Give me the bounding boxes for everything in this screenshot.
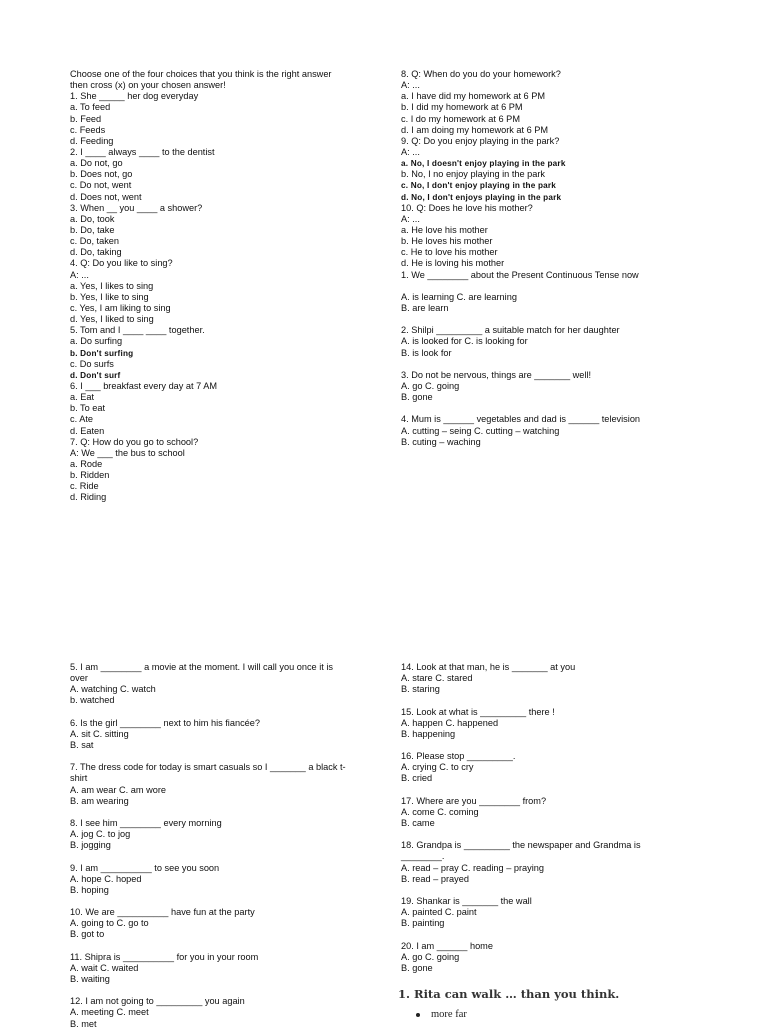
text-line: B. am wearing (70, 795, 129, 806)
text-line: d. Eaten (70, 425, 105, 436)
text-line: a. Yes, I likes to sing (70, 280, 154, 291)
line-spacer (401, 829, 701, 840)
text-line: A. sit C. sitting (70, 728, 129, 739)
line-spacer (401, 314, 701, 325)
text-line: a. He love his mother (401, 224, 488, 235)
text-line: c. He to love his mother (401, 247, 498, 258)
text-line: B. are learn (401, 302, 449, 313)
text-line: 7. The dress code for today is smart casuals so I _______ a black t- (70, 762, 346, 773)
text-line: B. waiting (70, 973, 110, 984)
text-line: d. Does not, went (70, 191, 142, 202)
text-line: d. Feeding (70, 135, 114, 146)
text-line: A. is learning C. are learning (401, 291, 517, 302)
text-line: 3. When __ you ____ a shower? (70, 202, 203, 213)
text-line: A: ... (70, 269, 89, 280)
text-line: B. gone (401, 962, 433, 973)
text-line: a. Do not, go (70, 158, 123, 169)
text-line: a. No, I doesn't enjoy playing in the park (401, 159, 566, 169)
line-spacer (401, 359, 701, 370)
line-spacer (401, 740, 701, 751)
text-line: 6. I ___ breakfast every day at 7 AM (70, 380, 218, 391)
text-line: B. met (70, 1018, 97, 1029)
text-line: 6. Is the girl ________ next to him his fiancée? (70, 717, 260, 728)
text-line: b. Yes, I like to sing (70, 291, 149, 302)
text-line: a. To feed (70, 102, 111, 113)
text-line: A. cutting – seing C. cutting – watching (401, 425, 560, 436)
text-line: A. jog C. to jog (70, 829, 131, 840)
rita-option-item (416, 1009, 467, 1020)
text-line: B. happening (401, 728, 456, 739)
text-line: 16. Please stop _________. (401, 751, 516, 762)
line-spacer (70, 751, 370, 762)
text-line: a. Rode (70, 458, 103, 469)
text-line: B. staring (401, 684, 440, 695)
text-line: B. painting (401, 918, 445, 929)
text-line: B. read – prayed (401, 873, 469, 884)
text-line: a. Eat (70, 392, 95, 403)
text-line: d. He is loving his mother (401, 258, 505, 269)
text-line: A. watching C. watch (70, 684, 156, 695)
line-spacer (401, 785, 701, 796)
text-line: 12. I am not going to _________ you again (70, 996, 245, 1007)
text-line: 7. Q: How do you go to school? (70, 436, 199, 447)
column-left-bottom (70, 662, 370, 1030)
text-line: B. jogging (70, 840, 111, 851)
line-spacer (401, 695, 701, 706)
text-line: a. Do surfing (70, 336, 123, 347)
text-line: A. going to C. go to (70, 918, 149, 929)
text-line: 9. Q: Do you enjoy playing in the park? (401, 135, 560, 146)
text-line: B. cried (401, 773, 433, 784)
bullet-icon (416, 1013, 420, 1017)
text-line: B. sat (70, 739, 94, 750)
text-line: 1. We ________ about the Present Continuous Tense now (401, 269, 639, 280)
text-line: A. am wear C. am wore (70, 784, 166, 795)
text-line: d. Yes, I liked to sing (70, 314, 154, 325)
text-line: over (70, 673, 88, 684)
text-line: B. got to (70, 929, 105, 940)
text-line: 5. Tom and I ____ ____ together. (70, 325, 205, 336)
column-right-top (401, 69, 701, 448)
text-line: b. Do, take (70, 224, 115, 235)
text-line: d. Do, taking (70, 247, 122, 258)
text-line: A: ... (401, 80, 420, 91)
text-line: 20. I am ______ home (401, 940, 493, 951)
text-line: 8. Q: When do you do your homework? (401, 69, 561, 79)
text-line: 1. She _____ her dog everyday (70, 91, 199, 102)
text-line: b. I did my homework at 6 PM (401, 102, 523, 113)
text-line: b. No, I no enjoy playing in the park (401, 169, 546, 180)
text-line: 8. I see him ________ every morning (70, 817, 222, 828)
text-line: A. go C. going (401, 380, 460, 391)
line-spacer (401, 929, 701, 940)
text-line: b. Does not, go (70, 169, 133, 180)
text-line: 2. I ____ always ____ to the dentist (70, 146, 215, 157)
line-spacer (401, 403, 701, 414)
text-line: b. To eat (70, 403, 106, 414)
text-line: b. Ridden (70, 470, 110, 481)
text-line: c. Ride (70, 481, 99, 492)
line-spacer (401, 885, 701, 896)
text-line: B. hoping (70, 884, 109, 895)
text-line: a. I have did my homework at 6 PM (401, 91, 545, 102)
text-line: 5. I am ________ a movie at the moment. I will call you once it is (70, 662, 333, 672)
text-line: A. meeting C. meet (70, 1007, 149, 1018)
text-line: b. Feed (70, 113, 102, 124)
text-line: 2. Shilpi _________ a suitable match for her daughter (401, 325, 620, 336)
text-line: c. Feeds (70, 124, 106, 135)
text-line: B. is look for (401, 347, 452, 358)
text-line: A: ... (401, 213, 420, 224)
line-spacer (401, 281, 701, 292)
text-line: d. Riding (70, 492, 107, 503)
text-line: c. I do my homework at 6 PM (401, 113, 520, 124)
text-line: shirt (70, 773, 88, 784)
line-spacer (70, 985, 370, 996)
text-line: c. Ate (70, 414, 93, 425)
text-line: 10. Q: Does he love his mother? (401, 202, 533, 213)
text-line: Choose one of the four choices that you think is the right answer (70, 69, 332, 79)
text-line: 15. Look at what is _________ there ! (401, 706, 555, 717)
text-line: 9. I am __________ to see you soon (70, 862, 220, 873)
text-line: 4. Q: Do you like to sing? (70, 258, 173, 269)
text-line: ________. (401, 851, 445, 862)
text-line: B. cuting – waching (401, 436, 481, 447)
text-line: A. go C. going (401, 951, 460, 962)
text-line: c. No, I don't enjoy playing in the park (401, 181, 557, 191)
column-right-bottom (401, 662, 701, 974)
text-line: A. hope C. hoped (70, 873, 142, 884)
text-line: A. wait C. waited (70, 962, 139, 973)
text-line: c. Do surfs (70, 358, 114, 369)
line-spacer (70, 707, 370, 718)
text-line: A. crying C. to cry (401, 762, 474, 773)
text-line: 3. Do not be nervous, things are _______ well! (401, 369, 591, 380)
line-spacer (70, 807, 370, 818)
text-line: d. Don't surf (70, 370, 121, 380)
text-line: A. stare C. stared (401, 673, 473, 684)
text-line: A: We ___ the bus to school (70, 447, 185, 458)
line-spacer (70, 896, 370, 907)
text-line: 4. Mum is ______ vegetables and dad is ______ television (401, 414, 641, 425)
line-spacer (70, 851, 370, 862)
text-line: c. Do not, went (70, 180, 132, 191)
rita-question: 1. Rita can walk … than you think. (398, 987, 620, 1001)
text-line: 18. Grandpa is _________ the newspaper and Grandma is (401, 840, 641, 851)
text-line: b. He loves his mother (401, 236, 493, 247)
text-line: c. Yes, I am liking to sing (70, 302, 171, 313)
text-line: 17. Where are you ________ from? (401, 795, 547, 806)
text-line: A: ... (401, 146, 420, 157)
text-line: d. I am doing my homework at 6 PM (401, 124, 549, 135)
text-line: b. watched (70, 695, 115, 706)
text-line: B. came (401, 817, 435, 828)
text-line: A. read – pray C. reading – praying (401, 862, 544, 873)
text-line: A. is looked for C. is looking for (401, 336, 528, 347)
text-line: c. Do, taken (70, 236, 120, 247)
column-left-top (70, 69, 370, 503)
text-line: a. Do, took (70, 213, 115, 224)
text-line: d. No, I don't enjoys playing in the park (401, 192, 562, 202)
text-line: A. happen C. happened (401, 717, 499, 728)
text-line: then cross (x) on your chosen answer! (70, 80, 226, 91)
text-line: B. gone (401, 392, 433, 403)
text-line: 14. Look at that man, he is _______ at you (401, 662, 576, 672)
rita-option-text: more far (431, 1009, 467, 1020)
line-spacer (70, 941, 370, 952)
text-line: A. come C. coming (401, 806, 479, 817)
text-line: A. painted C. paint (401, 907, 477, 918)
text-line: 11. Shipra is __________ for you in your room (70, 951, 259, 962)
text-line: 19. Shankar is _______ the wall (401, 895, 532, 906)
text-line: 10. We are __________ have fun at the party (70, 907, 255, 918)
text-line: b. Don't surfing (70, 348, 134, 358)
